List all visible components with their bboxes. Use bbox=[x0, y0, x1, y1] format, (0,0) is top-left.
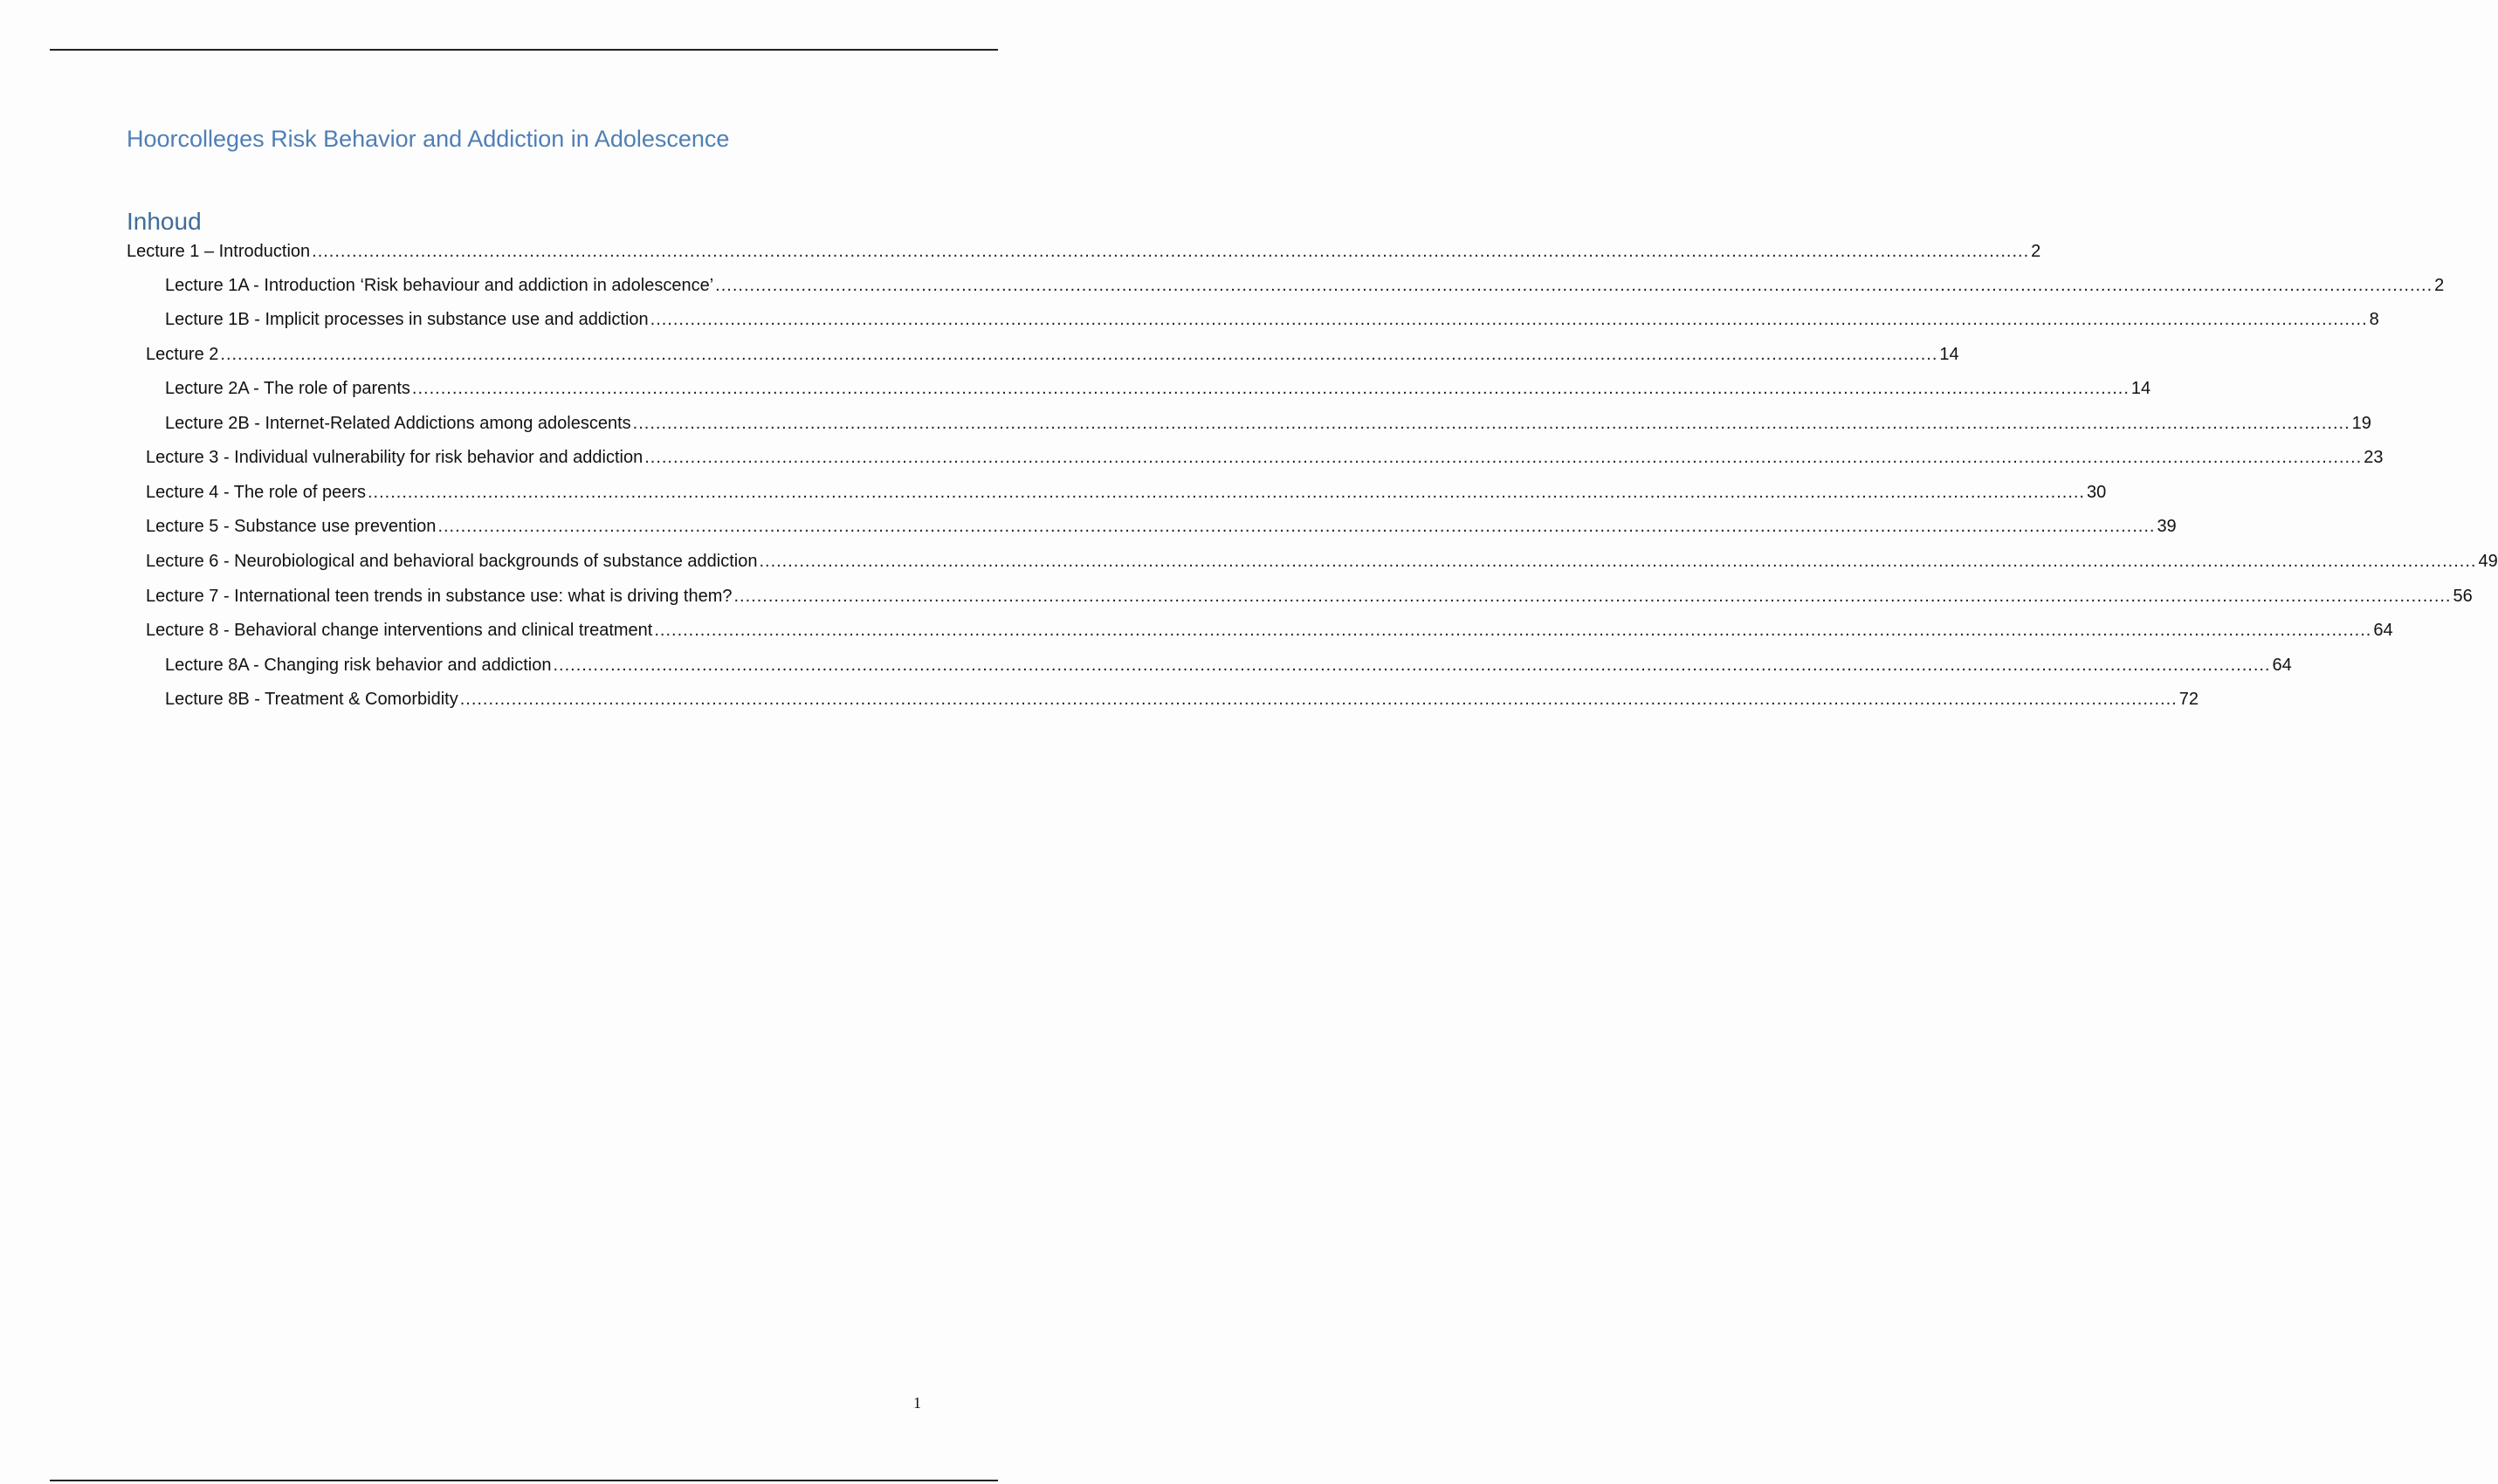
toc-entry-page: 23 bbox=[2364, 448, 2384, 467]
toc-entry-label: Lecture 5 - Substance use prevention bbox=[146, 517, 437, 536]
toc-heading: Inhoud bbox=[127, 208, 202, 235]
toc-entry-label: Lecture 8 - Behavioral change interventions and clinical treatment bbox=[146, 621, 653, 640]
toc-entry[interactable] bbox=[146, 514, 2177, 539]
toc-leader-dots: ............................................................................................................................................................................................................................................................................................................ bbox=[650, 310, 2368, 329]
toc-entry-page: 49 bbox=[2478, 552, 2498, 571]
toc-leader-dots: ............................................................................................................................................................................................................................................................................................................ bbox=[312, 242, 2030, 261]
toc-entry[interactable] bbox=[146, 618, 2393, 642]
toc-entry-label: Lecture 8B - Treatment & Comorbidity bbox=[165, 690, 458, 709]
document-title: Hoorcolleges Risk Behavior and Addiction in Adolescence bbox=[127, 126, 730, 152]
toc-entry[interactable] bbox=[146, 445, 2384, 470]
toc-entry[interactable] bbox=[146, 342, 1959, 367]
toc-entry-label: Lecture 8A - Changing risk behavior and addiction bbox=[165, 656, 552, 675]
toc-entry[interactable] bbox=[127, 239, 2041, 264]
toc-entry[interactable] bbox=[165, 307, 2379, 332]
page-number: 1 bbox=[913, 1394, 921, 1412]
toc-entry-page: 14 bbox=[1939, 345, 1959, 364]
toc-entry-label: Lecture 2B - Internet-Related Addictions among adolescents bbox=[165, 414, 631, 433]
toc-entry[interactable] bbox=[146, 549, 2498, 574]
toc-entry[interactable] bbox=[146, 480, 2107, 505]
footer-rule bbox=[50, 1480, 998, 1481]
toc-entry-page: 2 bbox=[2434, 276, 2445, 295]
toc-leader-dots: ............................................................................................................................................................................................................................................................................................................ bbox=[715, 276, 2433, 295]
toc-entry-label: Lecture 4 - The role of peers bbox=[146, 483, 366, 502]
toc-entry-page: 30 bbox=[2087, 483, 2107, 502]
toc-entry-page: 19 bbox=[2351, 414, 2371, 433]
toc-entry-page: 39 bbox=[2157, 517, 2177, 536]
toc-entry-page: 64 bbox=[2373, 621, 2393, 640]
toc-leader-dots: ............................................................................................................................................................................................................................................................................................................ bbox=[459, 690, 2178, 709]
toc-entry-page: 56 bbox=[2453, 587, 2473, 606]
toc-entry-page: 2 bbox=[2031, 242, 2041, 261]
toc-entry-label: Lecture 1B - Implicit processes in substance use and addiction bbox=[165, 310, 649, 329]
toc-entry-page: 8 bbox=[2369, 310, 2379, 329]
toc-entry-label: Lecture 2A - The role of parents bbox=[165, 379, 410, 398]
toc-leader-dots: ............................................................................................................................................................................................................................................................................................................ bbox=[553, 656, 2271, 675]
toc-leader-dots: ............................................................................................................................................................................................................................................................................................................ bbox=[632, 414, 2350, 433]
header-rule bbox=[50, 49, 998, 51]
toc-entry[interactable] bbox=[165, 411, 2371, 436]
toc-entry[interactable] bbox=[165, 653, 2292, 677]
toc-leader-dots: ............................................................................................................................................................................................................................................................................................................ bbox=[368, 483, 2085, 502]
toc-leader-dots: ............................................................................................................................................................................................................................................................................................................ bbox=[759, 552, 2477, 571]
toc-leader-dots: ............................................................................................................................................................................................................................................................................................................ bbox=[654, 621, 2372, 640]
toc-leader-dots: ............................................................................................................................................................................................................................................................................................................ bbox=[411, 379, 2130, 398]
toc-leader-dots: ............................................................................................................................................................................................................................................................................................................ bbox=[220, 345, 1938, 364]
toc-entry-label: Lecture 7 - International teen trends in substance use: what is driving them? bbox=[146, 587, 733, 606]
toc-entry[interactable] bbox=[146, 584, 2473, 608]
toc-entry-label: Lecture 3 - Individual vulnerability for risk behavior and addiction bbox=[146, 448, 643, 467]
toc-entry-label: Lecture 2 bbox=[146, 345, 219, 364]
toc-entry[interactable] bbox=[165, 376, 2151, 401]
toc-entry-page: 64 bbox=[2272, 656, 2292, 675]
toc-entry[interactable] bbox=[165, 687, 2199, 711]
toc-entry-label: Lecture 1 – Introduction bbox=[127, 242, 311, 261]
toc-leader-dots: ............................................................................................................................................................................................................................................................................................................ bbox=[733, 587, 2452, 606]
toc-entry-page: 14 bbox=[2130, 379, 2151, 398]
toc-leader-dots: ............................................................................................................................................................................................................................................................................................................ bbox=[437, 517, 2156, 536]
toc-entry-label: Lecture 6 - Neurobiological and behavioral backgrounds of substance addiction bbox=[146, 552, 758, 571]
toc-entry-label: Lecture 1A - Introduction ‘Risk behaviour and addiction in adolescence’ bbox=[165, 276, 714, 295]
toc-entry[interactable] bbox=[165, 273, 2445, 298]
toc-entry-page: 72 bbox=[2178, 690, 2199, 709]
toc-leader-dots: ............................................................................................................................................................................................................................................................................................................ bbox=[644, 448, 2363, 467]
